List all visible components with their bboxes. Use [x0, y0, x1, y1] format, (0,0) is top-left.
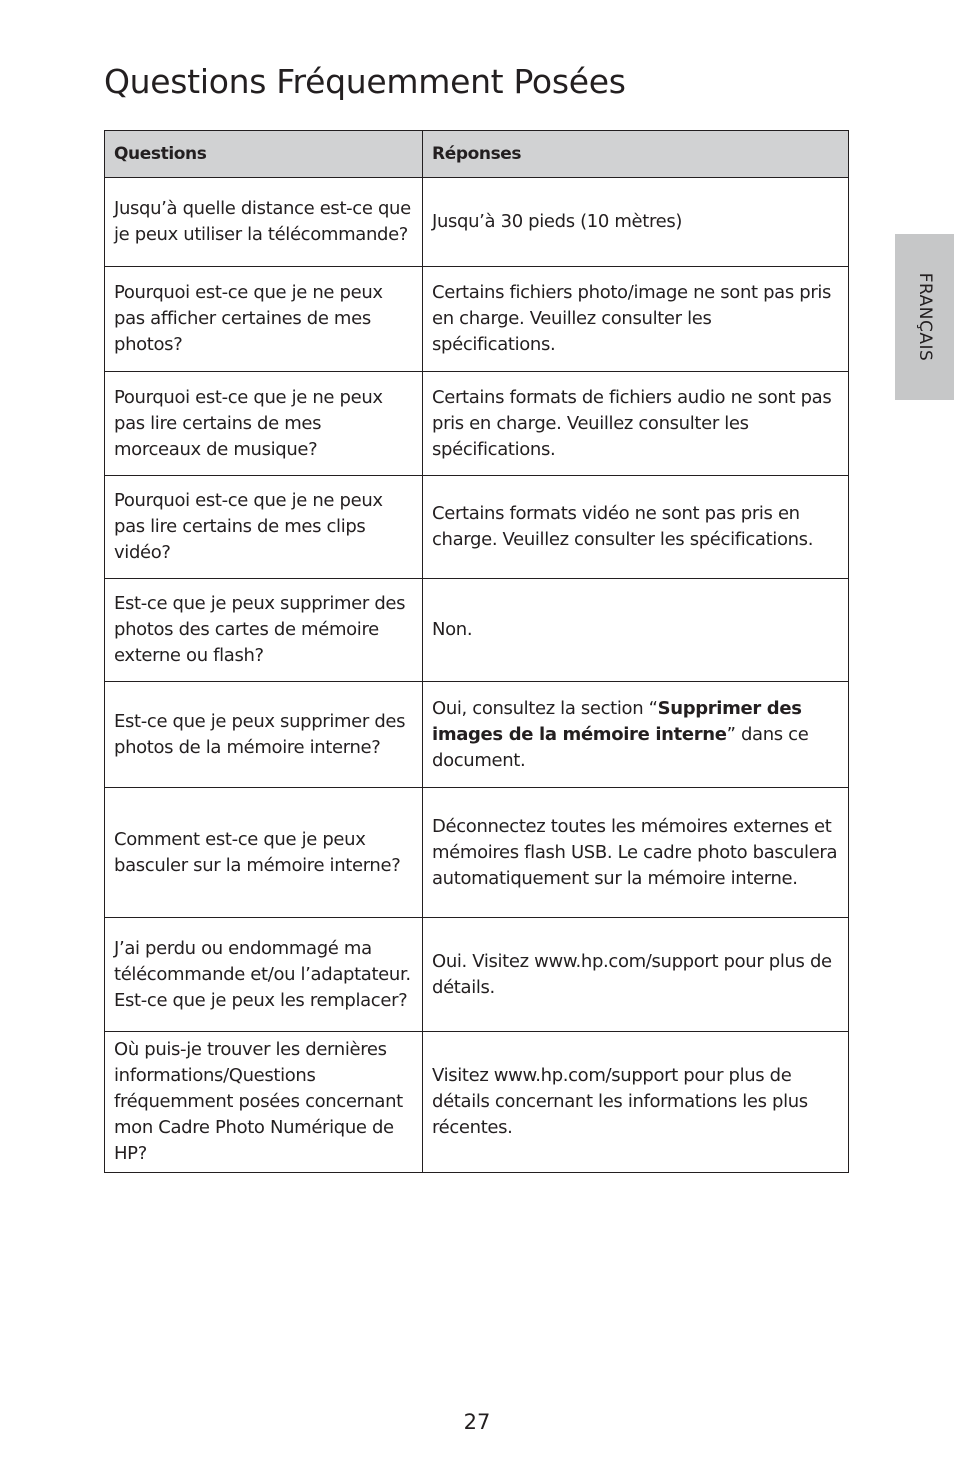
table-row [105, 372, 849, 476]
table-row [105, 682, 849, 788]
table-row [105, 1032, 849, 1173]
table-row [105, 476, 849, 579]
question-cell: Pourquoi est-ce que je ne peux pas afficher certaines de mes photos? [105, 267, 423, 372]
answers-header: Réponses [423, 131, 849, 178]
question-cell: J’ai perdu ou endommagé ma télécommande et/ou l’adaptateur. Est-ce que je peux les remplacer? [105, 918, 423, 1032]
question-cell: Est-ce que je peux supprimer des photos de la mémoire interne? [105, 682, 423, 788]
page-title: Questions Fréquemment Posées [104, 62, 626, 101]
question-cell: Comment est-ce que je peux basculer sur la mémoire interne? [105, 788, 423, 918]
question-cell: Où puis-je trouver les dernières informations/Questions fréquemment posées concernant mon Cadre Photo Numérique de HP? [105, 1032, 423, 1173]
answer-cell: Non. [423, 579, 849, 682]
language-tab-label: FRANÇAIS [914, 272, 935, 362]
page-number: 27 [463, 1410, 491, 1434]
table-row [105, 918, 849, 1032]
answer-cell: Certains formats de fichiers audio ne sont pas pris en charge. Veuillez consulter les spécifications. [423, 372, 849, 476]
table-header-row [105, 131, 849, 178]
table-row [105, 788, 849, 918]
answer-cell: Certains fichiers photo/image ne sont pas pris en charge. Veuillez consulter les spécifications. [423, 267, 849, 372]
language-side-tab [895, 234, 954, 400]
table-row [105, 178, 849, 267]
answer-cell [423, 682, 849, 788]
section-reference: Supprimer des images de la mémoire interne [432, 697, 802, 745]
questions-header: Questions [105, 131, 423, 178]
answer-cell: Certains formats vidéo ne sont pas pris en charge. Veuillez consulter les spécifications. [423, 476, 849, 579]
table-row [105, 267, 849, 372]
answer-cell: Jusqu’à 30 pieds (10 mètres) [423, 178, 849, 267]
table-row [105, 579, 849, 682]
question-cell: Pourquoi est-ce que je ne peux pas lire certains de mes morceaux de musique? [105, 372, 423, 476]
question-cell: Jusqu’à quelle distance est-ce que je peux utiliser la télécommande? [105, 178, 423, 267]
answer-text: ” dans ce document. [432, 723, 809, 771]
answer-cell: Visitez www.hp.com/support pour plus de détails concernant les informations les plus récentes. [423, 1032, 849, 1173]
question-cell: Pourquoi est-ce que je ne peux pas lire certains de mes clips vidéo? [105, 476, 423, 579]
answer-cell: Oui. Visitez www.hp.com/support pour plus de détails. [423, 918, 849, 1032]
question-cell: Est-ce que je peux supprimer des photos des cartes de mémoire externe ou flash? [105, 579, 423, 682]
answer-text: Oui, consultez la section “ [432, 697, 658, 719]
faq-table [104, 130, 849, 1173]
answer-cell: Déconnectez toutes les mémoires externes et mémoires flash USB. Le cadre photo basculera automatiquement sur la mémoire interne. [423, 788, 849, 918]
